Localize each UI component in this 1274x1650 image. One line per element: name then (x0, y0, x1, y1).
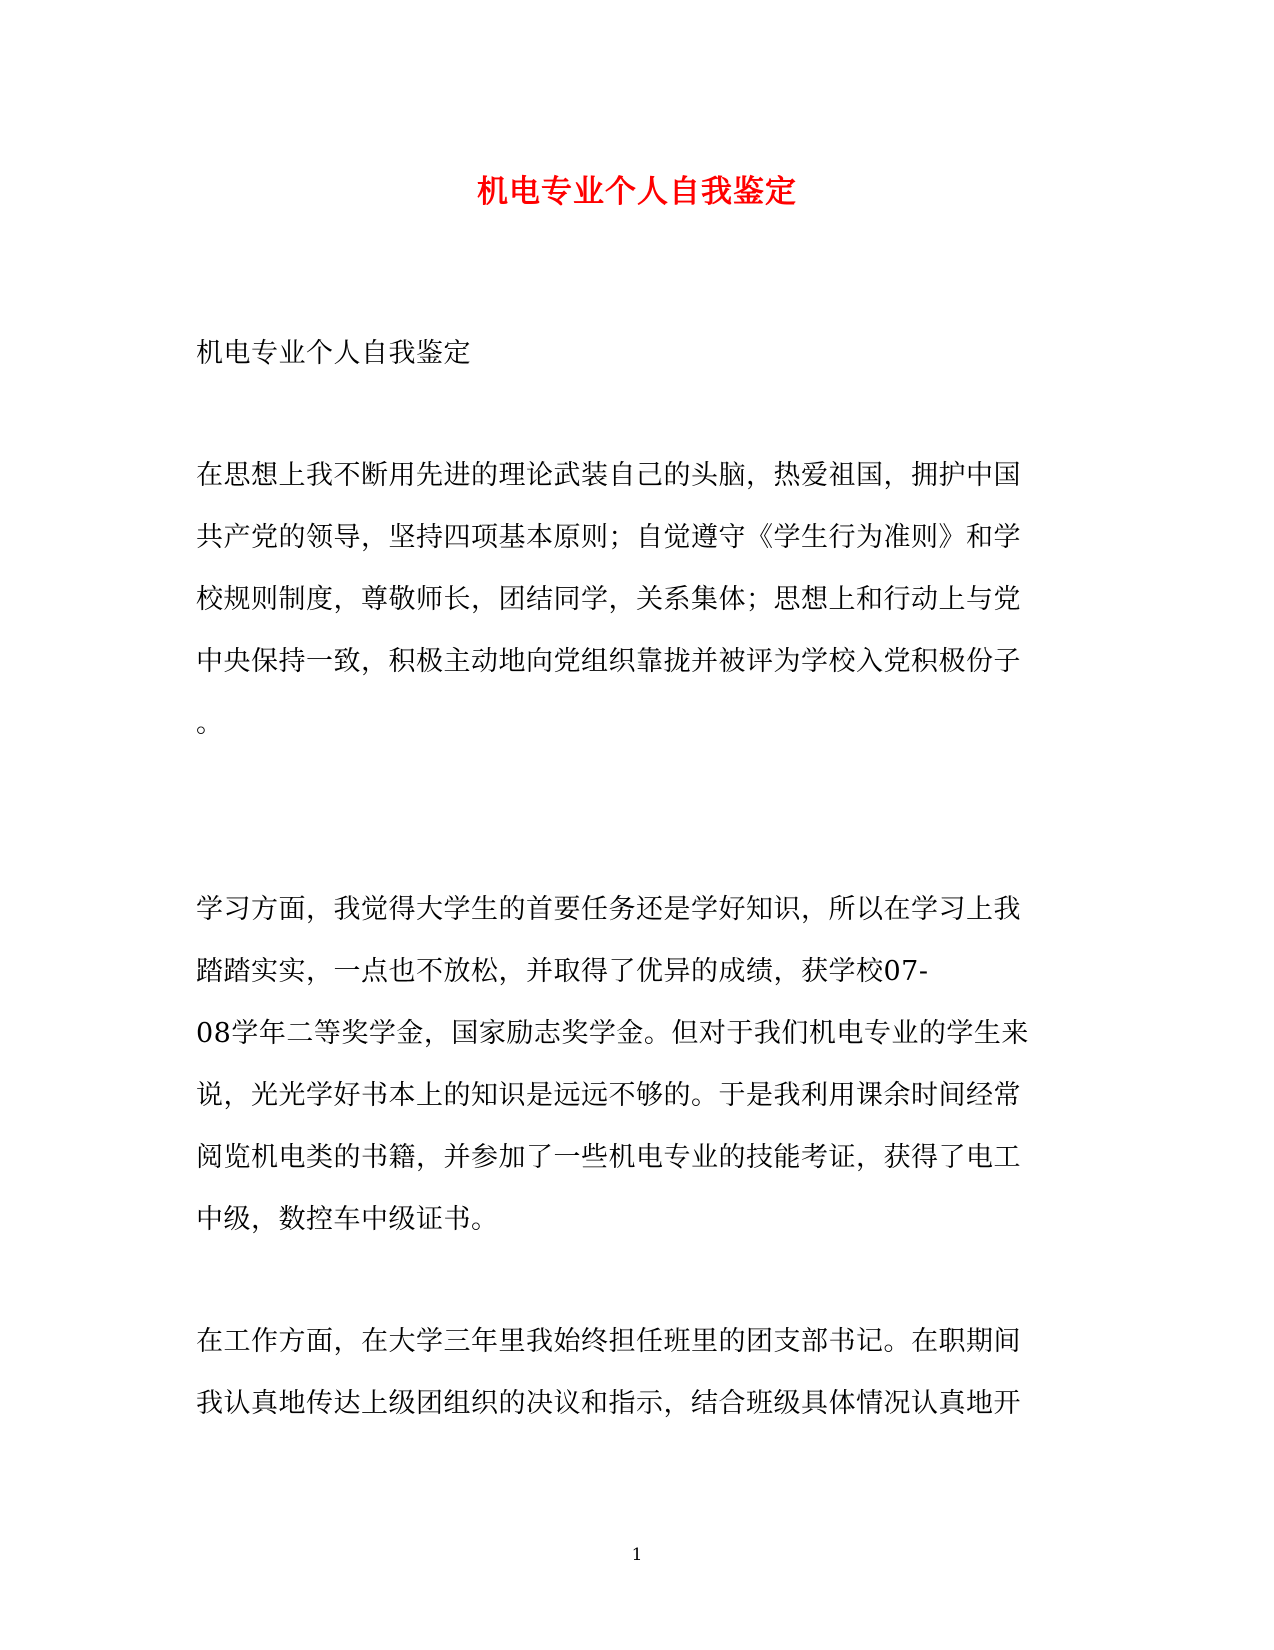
document-heading: 机电专业个人自我鉴定 (196, 338, 471, 369)
paragraph-line: 共产党的领导，坚持四项基本原则；自觉遵守《学生行为准则》和学 (196, 522, 1021, 553)
paragraph-line: 中央保持一致，积极主动地向党组织靠拢并被评为学校入党积极份子 (196, 646, 1021, 677)
paragraph-line: 中级，数控车中级证书。 (196, 1204, 499, 1235)
paragraph-line: 学习方面，我觉得大学生的首要任务还是学好知识，所以在学习上我 (196, 894, 1021, 925)
paragraph-line: 08学年二等奖学金，国家励志奖学金。但对于我们机电专业的学生来 (196, 1018, 1029, 1049)
paragraph-line: 校规则制度，尊敬师长，团结同学，关系集体；思想上和行动上与党 (196, 584, 1021, 615)
paragraph-line: 在工作方面，在大学三年里我始终担任班里的团支部书记。在职期间 (196, 1326, 1021, 1357)
paragraph-line: 阅览机电类的书籍，并参加了一些机电专业的技能考证，获得了电工 (196, 1142, 1021, 1173)
paragraph-line: 说，光光学好书本上的知识是远远不够的。于是我利用课余时间经常 (196, 1080, 1021, 1111)
document-title: 机电专业个人自我鉴定 (477, 174, 797, 210)
page-number: 1 (631, 1545, 643, 1565)
paragraph-line: 我认真地传达上级团组织的决议和指示，结合班级具体情况认真地开 (196, 1388, 1021, 1419)
paragraph-line: 踏踏实实，一点也不放松，并取得了优异的成绩，获学校07- (196, 956, 929, 987)
paragraph-line: 在思想上我不断用先进的理论武装自己的头脑，热爱祖国，拥护中国 (196, 460, 1021, 491)
paragraph-line: 。 (196, 708, 224, 739)
